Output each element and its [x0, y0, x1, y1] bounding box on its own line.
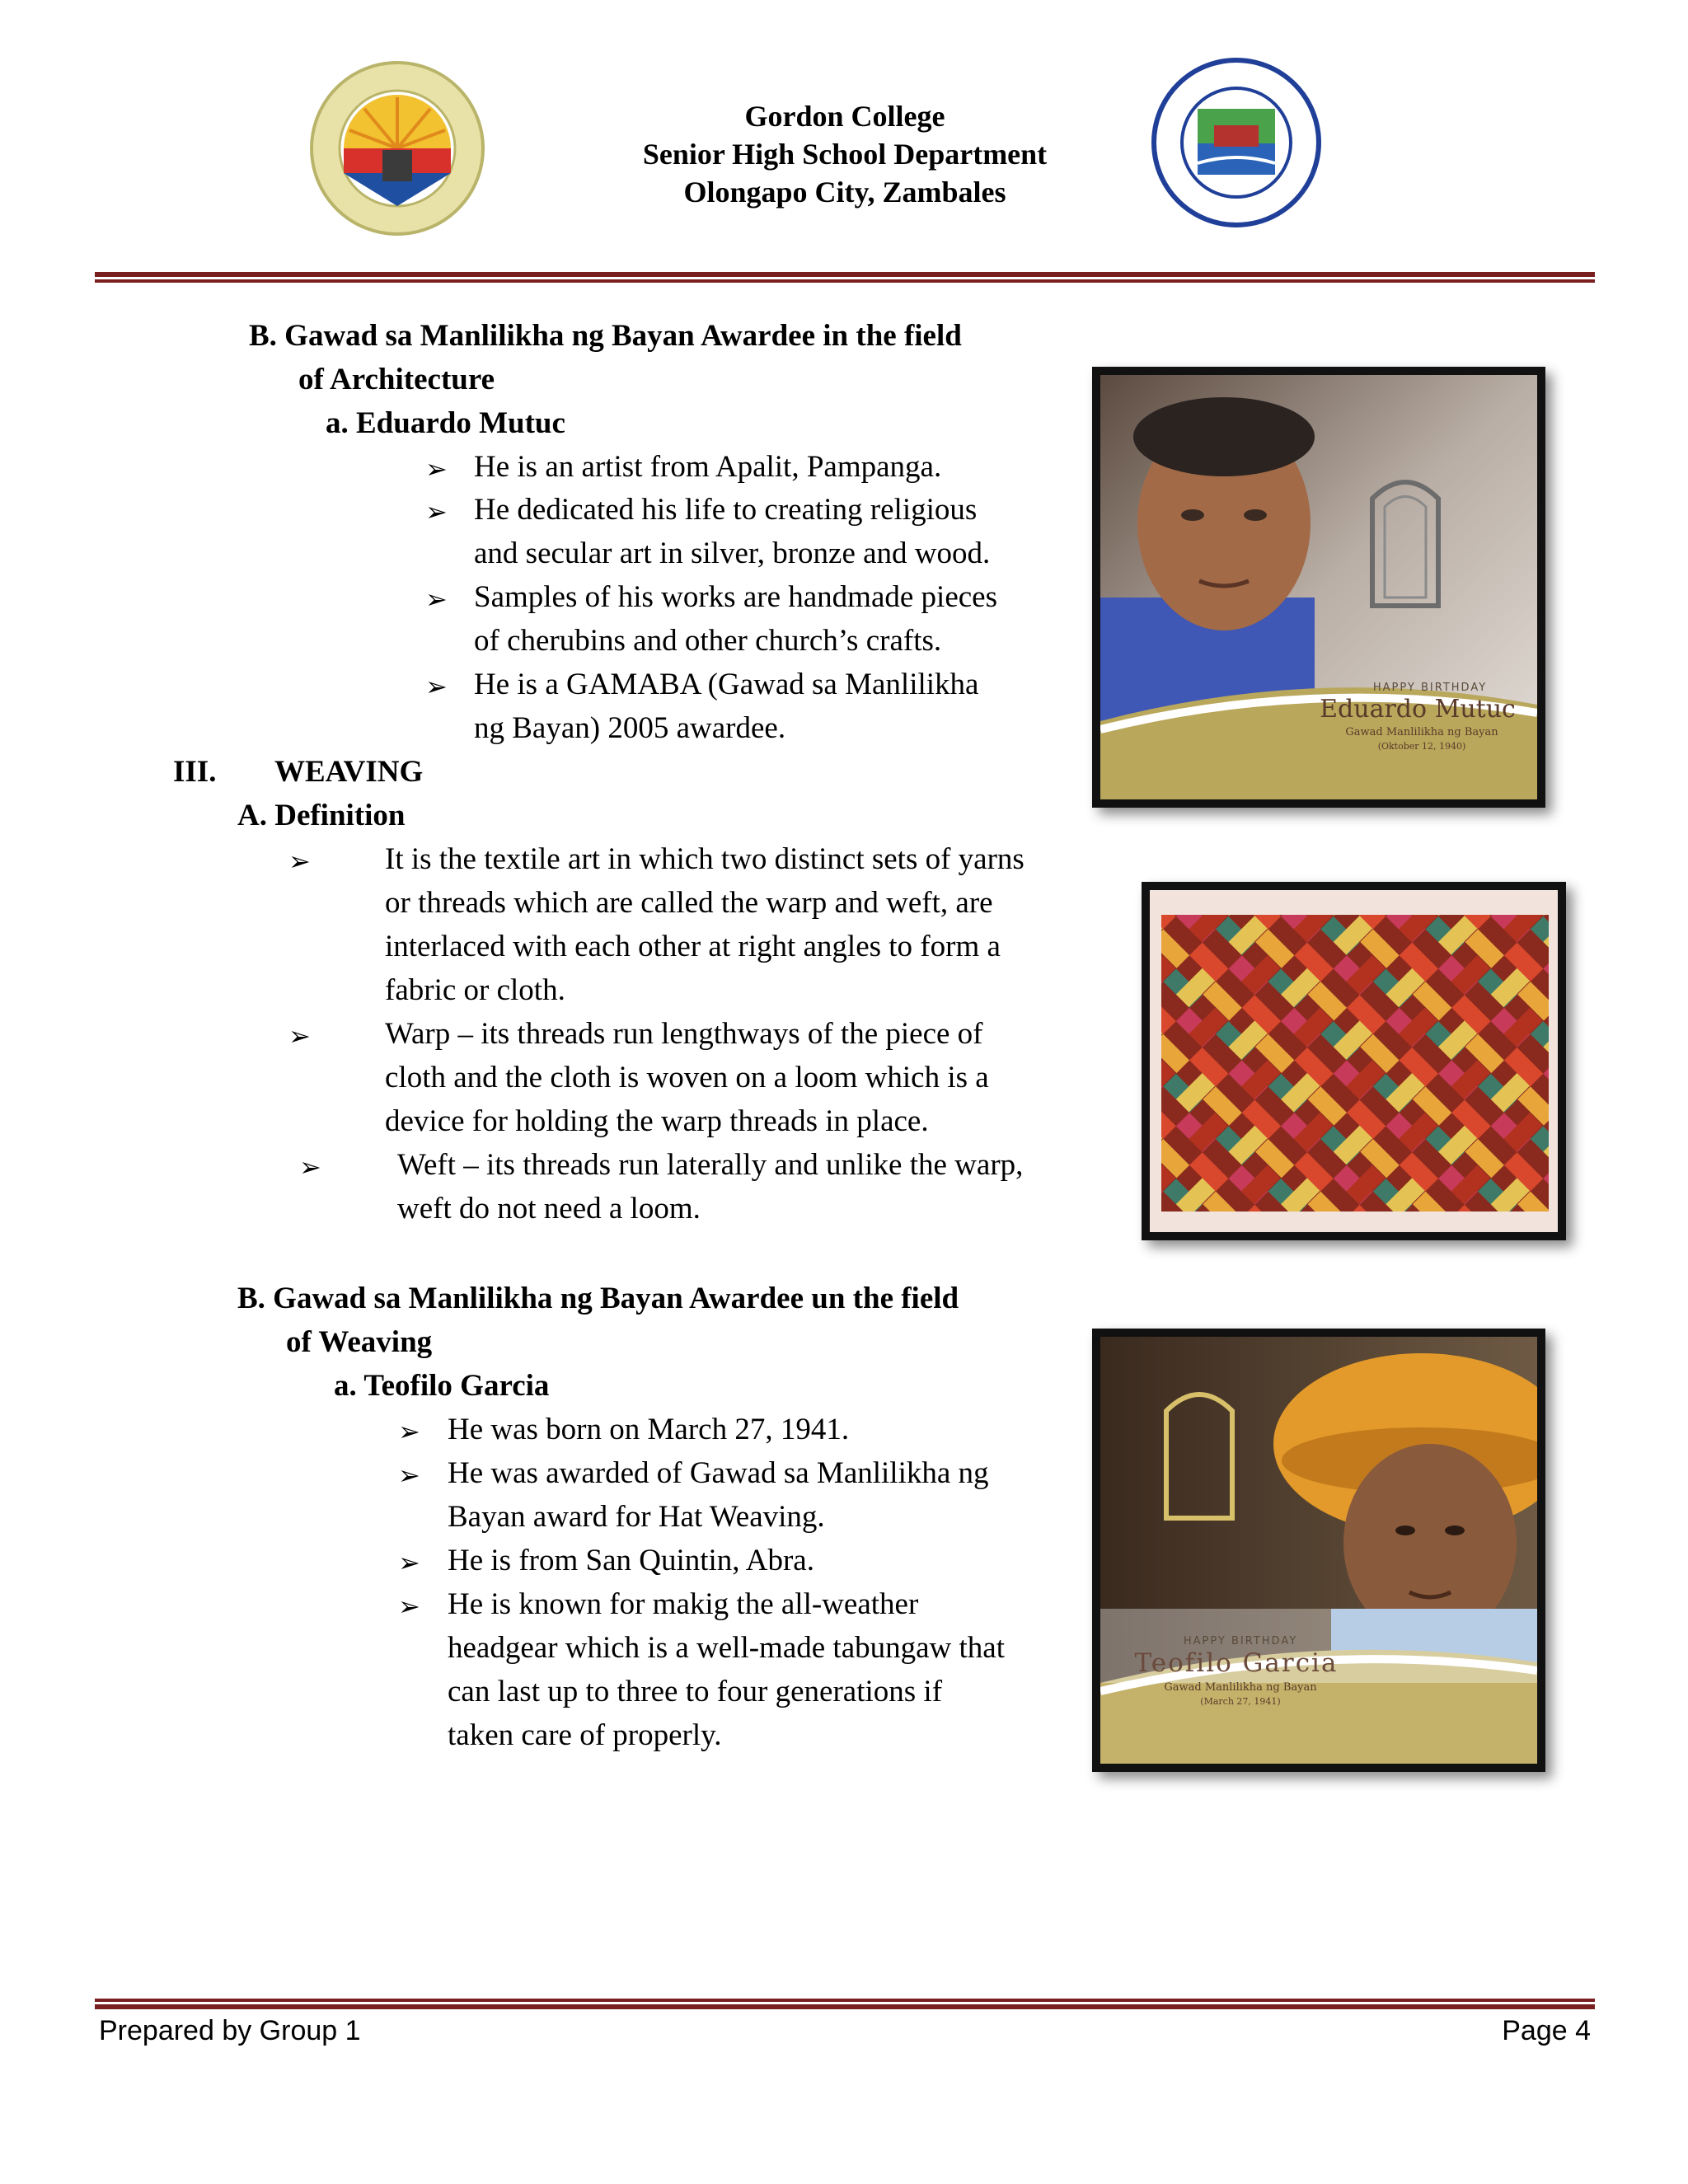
photo3-caption-sub: Gawad Manlilikha ng Bayan: [1164, 1681, 1317, 1694]
weft-line-1: Weft – its threads run laterally and unlike the warp,: [397, 1148, 1024, 1182]
garcia-bullet-4-cont2: can last up to three to four generations if: [448, 1675, 943, 1708]
bullet-icon: ➢: [425, 453, 448, 485]
bullet-icon: ➢: [398, 1591, 420, 1622]
teofilo-garcia-photo: [1092, 1329, 1545, 1772]
photo1-caption-name: Eduardo Mutuc: [1320, 695, 1516, 724]
awardee-name-mutuc: a. Eduardo Mutuc: [326, 406, 565, 440]
right-logo-caption: [1150, 235, 1323, 236]
section-b-weaving-heading-cont: of Weaving: [286, 1325, 433, 1359]
definition-line-2: or threads which are called the warp and weft, are: [385, 886, 993, 920]
bullet-icon: ➢: [425, 671, 448, 702]
photo1-caption-date: (Oktober 12, 1940): [1377, 741, 1466, 752]
garcia-bullet-4: He is known for makig the all-weather: [448, 1587, 919, 1621]
section-b-architecture-heading: B. Gawad sa Manlilikha ng Bayan Awardee in the field: [249, 319, 962, 353]
photo1-caption-sub: Gawad Manlilikha ng Bayan: [1345, 726, 1498, 738]
definition-line-3: interlaced with each other at right angles to form a: [385, 930, 1001, 963]
gordon-college-logo: [307, 58, 488, 239]
bullet-icon: ➢: [425, 583, 448, 615]
definition-line-1: It is the textile art in which two distinct sets of yarns: [385, 842, 1025, 876]
mutuc-bullet-2-cont: and secular art in silver, bronze and wood.: [474, 537, 991, 570]
header-text: [528, 97, 1162, 211]
photo3-caption-date: (March 27, 1941): [1200, 1696, 1281, 1707]
footer-prepared-by: Prepared by Group 1: [99, 2015, 361, 2046]
garcia-bullet-1: He was born on March 27, 1941.: [448, 1413, 850, 1446]
footer-page-number: Page 4: [1502, 2015, 1591, 2046]
school-location: Olongapo City, Zambales: [683, 176, 1006, 209]
mutuc-bullet-4-cont: ng Bayan) 2005 awardee.: [474, 711, 786, 745]
bullet-icon: ➢: [398, 1547, 420, 1578]
photo1-caption-small: HAPPY BIRTHDAY: [1372, 682, 1488, 694]
mutuc-bullet-1: He is an artist from Apalit, Pampanga.: [474, 450, 942, 484]
header-divider: [95, 272, 1595, 283]
eduardo-mutuc-photo: [1092, 367, 1545, 808]
photo3-caption-small: HAPPY BIRTHDAY: [1183, 1635, 1298, 1647]
garcia-bullet-4-cont1: headgear which is a well-made tabungaw that: [448, 1631, 1006, 1665]
section-b-weaving-heading: B. Gawad sa Manlilikha ng Bayan Awardee un the field: [237, 1282, 959, 1315]
weft-line-2: weft do not need a loom.: [397, 1192, 701, 1226]
garcia-bullet-3: He is from San Quintin, Abra.: [448, 1544, 814, 1577]
bullet-icon: ➢: [425, 496, 448, 527]
mutuc-bullet-2: He dedicated his life to creating religious: [474, 493, 978, 527]
bullet-icon: ➢: [288, 1020, 311, 1052]
warp-line-3: device for holding the warp threads in place.: [385, 1104, 929, 1138]
warp-line-2: cloth and the cloth is woven on a loom which is a: [385, 1061, 989, 1094]
section-b-architecture-heading-cont: of Architecture: [298, 363, 495, 396]
bullet-icon: ➢: [398, 1460, 420, 1491]
mutuc-bullet-3: Samples of his works are handmade pieces: [474, 580, 997, 614]
garcia-bullet-4-cont3: taken care of properly.: [448, 1718, 722, 1752]
bullet-icon: ➢: [398, 1416, 420, 1447]
mutuc-bullet-4: He is a GAMABA (Gawad sa Manlilikha: [474, 668, 979, 701]
awardee-name-garcia: a. Teofilo Garcia: [334, 1369, 550, 1403]
section-iii-numeral: III.: [173, 755, 217, 789]
section-iii-title: WEAVING: [274, 755, 424, 789]
definition-heading: A. Definition: [237, 799, 406, 832]
woven-fabric-photo: [1142, 882, 1566, 1240]
warp-line-1: Warp – its threads run lengthways of the piece of: [385, 1017, 983, 1051]
olongapo-seal-logo: [1150, 56, 1323, 229]
photo3-caption-name: Teofilo Garcia: [1134, 1648, 1339, 1678]
garcia-bullet-2-cont: Bayan award for Hat Weaving.: [448, 1500, 825, 1534]
footer-divider: [95, 1999, 1595, 2009]
bullet-icon: ➢: [288, 846, 311, 877]
school-name: Gordon College: [744, 100, 945, 133]
garcia-bullet-2: He was awarded of Gawad sa Manlilikha ng: [448, 1456, 989, 1490]
department-name: Senior High School Department: [642, 138, 1048, 171]
bullet-icon: ➢: [299, 1151, 321, 1183]
left-logo-caption: [307, 239, 488, 240]
mutuc-bullet-3-cont: of cherubins and other church’s crafts.: [474, 624, 942, 658]
definition-line-4: fabric or cloth.: [385, 973, 565, 1007]
